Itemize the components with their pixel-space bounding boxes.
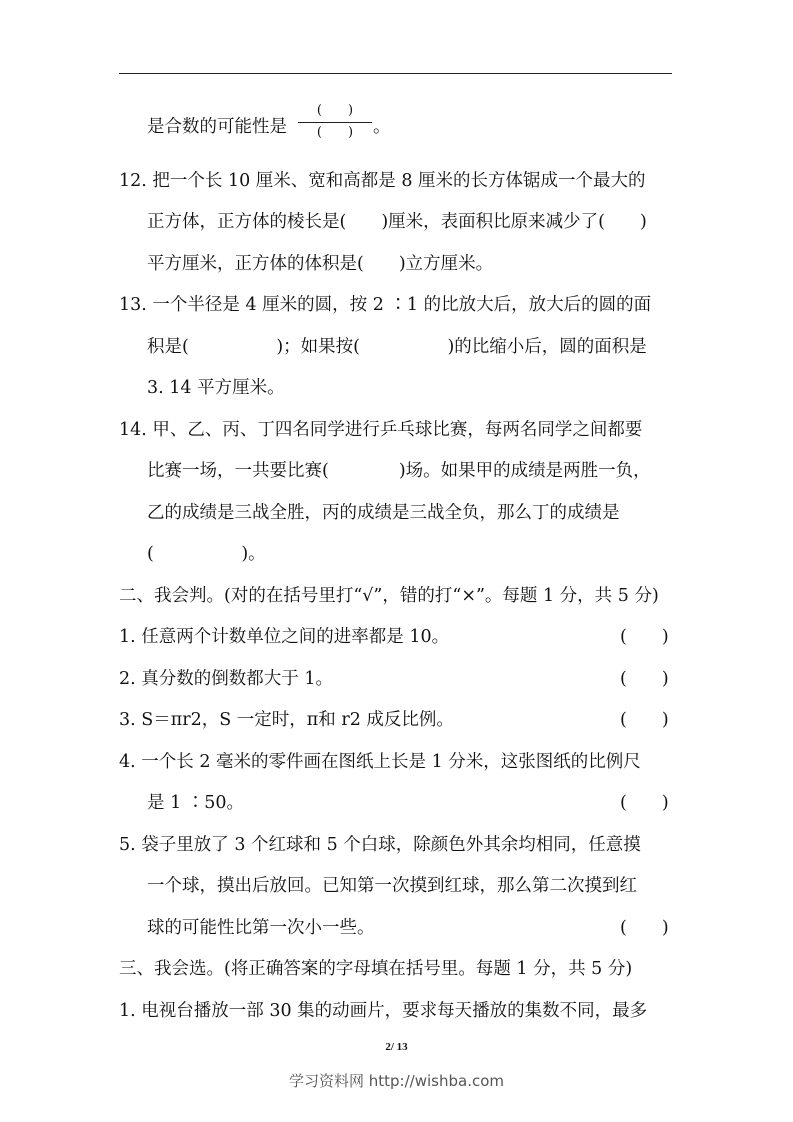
- judge-answer-3[interactable]: ( ): [620, 710, 669, 730]
- fraction-denominator: ( ): [316, 125, 354, 140]
- q14-line-2: 比赛一场，一共要比赛( )场。如果甲的成绩是两胜一负，: [147, 461, 651, 481]
- section3-heading: 三、我会选。(将正确答案的字母填在括号里。每题 1 分，共 5 分): [119, 959, 633, 979]
- q12-line-2: 正方体，正方体的棱长是( )厘米，表面积比原来减少了( ): [147, 212, 647, 232]
- judge-item-5-line-3: 球的可能性比第一次小一些。: [147, 918, 375, 938]
- judge-answer-5[interactable]: ( ): [620, 918, 669, 938]
- choice-item-1-line-1: 1. 电视台播放一部 30 集的动画片，要求每天播放的集数不同，最多: [119, 1001, 648, 1021]
- fraction-bar: [298, 122, 372, 123]
- judge-item-5-line-1: 5. 袋子里放了 3 个红球和 5 个白球，除颜色外其余均相同，任意摸: [119, 835, 641, 855]
- fraction-numerator: ( ): [316, 103, 354, 118]
- judge-item-4-line-2: 是 1 ∶50。: [147, 793, 245, 813]
- judge-item-1: 1. 任意两个计数单位之间的进率都是 10。: [119, 627, 450, 647]
- q13-line-3: 3. 14 平方厘米。: [147, 378, 285, 398]
- q12-line-3: 平方厘米，正方体的体积是( )立方厘米。: [147, 254, 494, 274]
- q14-line-3: 乙的成绩是三战全胜，丙的成绩是三战全负，那么丁的成绩是: [147, 503, 620, 523]
- judge-item-5-line-2: 一个球，摸出后放回。已知第一次摸到红球，那么第二次摸到红: [147, 876, 637, 896]
- section2-heading: 二、我会判。(对的在括号里打“√”，错的打“×”。每题 1 分，共 5 分): [119, 586, 659, 606]
- header-rule: [119, 73, 672, 74]
- judge-item-4-line-1: 4. 一个长 2 毫米的零件画在图纸上长是 1 分米，这张图纸的比例尺: [119, 752, 641, 772]
- q13-line-2: 积是( )；如果按( )的比缩小后，圆的面积是: [147, 337, 647, 357]
- page-number: 2/ 13: [385, 1041, 408, 1053]
- q11-period: 。: [373, 117, 391, 137]
- q11-tail-text: 是合数的可能性是: [147, 117, 287, 137]
- judge-item-2: 2. 真分数的倒数都大于 1。: [119, 669, 333, 689]
- q13-line-1: 13. 一个半径是 4 厘米的圆，按 2 ∶1 的比放大后，放大后的圆的面: [119, 295, 652, 315]
- judge-answer-2[interactable]: ( ): [620, 669, 669, 689]
- footer-watermark[interactable]: 学习资料网 http://wishba.com: [289, 1072, 504, 1090]
- q14-line-4: ( )。: [147, 544, 266, 564]
- judge-item-3: 3. S＝πr2，S 一定时，π和 r2 成反比例。: [119, 710, 454, 730]
- judge-answer-1[interactable]: ( ): [620, 627, 669, 647]
- probability-fraction: [298, 104, 372, 140]
- q12-line-1: 12. 把一个长 10 厘米、宽和高都是 8 厘米的长方体锯成一个最大的: [119, 171, 646, 191]
- q14-line-1: 14. 甲、乙、丙、丁四名同学进行乒乓球比赛，每两名同学之间都要: [119, 420, 643, 440]
- judge-answer-4[interactable]: ( ): [620, 793, 669, 813]
